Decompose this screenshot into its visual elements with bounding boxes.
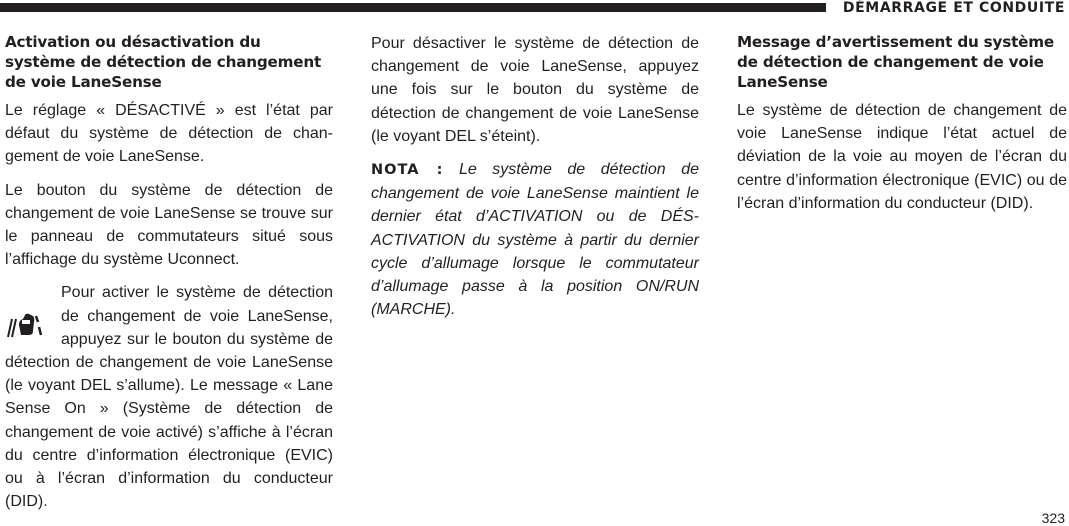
note-label: NOTA :: [371, 162, 444, 179]
paragraph-deactivate: Pour désactiver le système de détection de changement de voie LaneSense, appuyez une fois sur le bouton du système de détection de changement de voie LaneSense (le voyant DEL s’éteint).: [371, 35, 699, 145]
page-number: 323: [1041, 510, 1065, 526]
header-rule: [0, 3, 826, 12]
paragraph-button-location: Le bouton du système de détection de changement de voie LaneSense se trouve sur le panneau de commutateurs situé sous l’affichage du système Uconnect.: [5, 181, 333, 269]
paragraph-activate-text: Pour activer le système de détection de changement de voie LaneSense, appuyez sur le bouton du système de détection de changement de voie LaneSense (le voyant DEL s’allume). Le message « Lane Sense On » (Système de détection de changement de voie activé) s’affiche à l’écran du centre d’information électronique (EVIC) ou à l’écran d’information du conducteur (DID).: [5, 284, 333, 511]
note-text: Le système de détection de changement de voie LaneSense maintient le dernier état d’ACTIVATION ou de DÉSACTIVATION du système à partir du dernier cycle d’allumage lorsque le commutateur d’allumage passe à la position ON/RUN (MARCHE).: [371, 161, 699, 319]
paragraph-warning-status: Le système de détection de changement de voie LaneSense indique l’état actuel de déviation de la voie au moyen de l’écran du centre d’information électronique (EVIC) ou de l’écran d’information du conducteur (DID).: [737, 102, 1067, 212]
column-left: [5, 32, 333, 513]
note-paragraph: [371, 158, 699, 321]
running-head-title: DÉMARRAGE ET CONDUITE: [842, 0, 1065, 16]
section-heading-warning-message: Message d’avertissement du système de détection de changement de voie LaneSense: [737, 33, 1054, 91]
lanesense-icon: [5, 289, 45, 347]
section-heading-activation: Activation ou désactivation du système de détection de changement de voie LaneSense: [5, 33, 322, 91]
column-right: [737, 32, 1067, 225]
column-middle: [371, 32, 699, 331]
paragraph-default-state: Le réglage « DÉSACTIVÉ » est l’état par défaut du système de détection de changement de voie LaneSense.: [5, 102, 333, 166]
paragraph-activate: [5, 281, 333, 513]
